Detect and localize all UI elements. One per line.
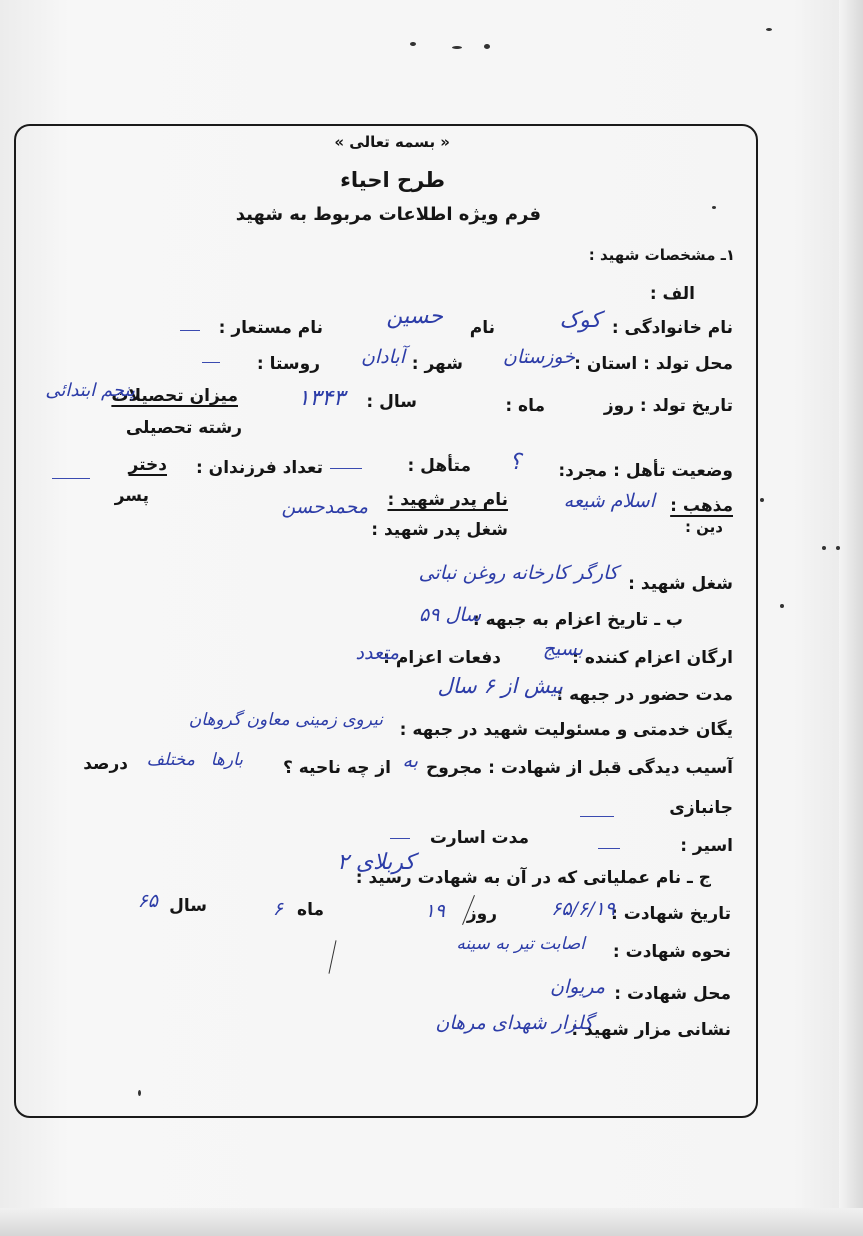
captivity-label: مدت اسارت xyxy=(429,828,529,848)
injured-value: به xyxy=(402,750,418,772)
part-a-label: الف : xyxy=(649,284,695,304)
religion-value: اسلام شیعه xyxy=(563,490,655,512)
married-blank xyxy=(330,468,362,469)
injury-where-label: از چه ناحیه ؟ xyxy=(282,758,391,778)
education-level-value: پنجم ابتدائی xyxy=(45,380,135,401)
city-value: آبادان xyxy=(360,346,405,368)
times-value: متعدد xyxy=(355,642,399,664)
org-label: ارگان اعزام کننده : xyxy=(572,648,733,668)
martyr-job-label: شغل شهید : xyxy=(628,574,733,594)
duration-label: مدت حضور در جبهه : xyxy=(556,685,733,705)
son-label: پسر xyxy=(114,486,149,506)
scan-speck xyxy=(822,546,826,550)
province-value: خوزستان xyxy=(502,346,575,368)
martyr-job-value: کارگر کارخانه روغن نباتی xyxy=(418,562,618,584)
place-value: مریوان xyxy=(550,976,605,998)
children-blank xyxy=(52,478,90,479)
unit-value: نیروی زمینی معاون گروهان xyxy=(188,710,383,730)
times-label: دفعات اعزام : xyxy=(383,648,501,668)
city-label: شهر : xyxy=(411,354,463,374)
martyrdom-day-label: روز xyxy=(466,904,497,924)
martyrdom-year-label: سال xyxy=(169,896,207,916)
married-label: متأهل : xyxy=(407,456,471,476)
page-edge-shadow xyxy=(839,0,863,1236)
injury-percent-label: درصد xyxy=(83,754,128,774)
page-bottom-shadow xyxy=(0,1208,863,1236)
duration-value: بیش از ۶ سال xyxy=(437,674,563,698)
alias-blank xyxy=(180,330,200,331)
manner-value: اصابت تیر به سینه xyxy=(456,934,585,954)
martyrdom-month-value: ۶ xyxy=(272,898,283,920)
form-title: فرم ویژه اطلاعات مربوط به شهید xyxy=(235,204,541,225)
marital-label: وضعیت تأهل : مجرد: xyxy=(558,461,733,481)
veteran-blank xyxy=(580,816,614,817)
unit-label: یگان خدمتی و مسئولیت شهید در جبهه : xyxy=(399,720,733,740)
captivity-blank xyxy=(390,838,410,839)
field-of-study-label: رشته تحصیلی xyxy=(125,418,242,438)
captive-label: اسیر : xyxy=(680,836,733,856)
scan-speck xyxy=(836,546,840,550)
org-value: بسیج xyxy=(542,638,583,660)
scan-speck xyxy=(138,1090,141,1096)
father-name-label: نام پدر شهید : xyxy=(387,490,508,510)
family-name-value: کوک xyxy=(559,308,601,333)
scan-speck xyxy=(484,44,490,49)
dispatch-date-label: ب ـ تاریخ اعزام به جبهه : xyxy=(472,610,683,630)
village-label: روستا : xyxy=(256,354,320,374)
faith-label: دین : xyxy=(684,518,723,536)
father-name-value: محمدحسن xyxy=(281,496,368,518)
scan-speck xyxy=(780,604,784,608)
birth-year-label: سال : xyxy=(366,392,417,412)
scan-speck xyxy=(410,42,416,46)
first-name-value: حسین xyxy=(386,304,443,329)
veteran-label: جانبازی xyxy=(669,798,733,818)
dispatch-date-value: سال ۵۹ xyxy=(419,604,481,626)
children-label: تعداد فرزندان : xyxy=(195,458,323,478)
scan-speck xyxy=(766,28,772,31)
daughter-label: دختر xyxy=(128,455,167,475)
single-mark: ؟ xyxy=(509,450,521,475)
birth-place-label: محل تولد : استان : xyxy=(574,354,733,374)
martyrdom-date-label: تاریخ شهادت : xyxy=(611,904,731,924)
birth-date-label: تاریخ تولد : روز xyxy=(603,396,733,416)
grave-value: گلزار شهدای مرهان xyxy=(435,1012,593,1034)
martyrdom-day-value: ۱۹ xyxy=(424,900,445,922)
captive-blank xyxy=(598,848,620,849)
birth-month-label: ماه : xyxy=(505,396,545,416)
family-name-label: نام خانوادگی : xyxy=(611,318,733,338)
religion-label: مذهب : xyxy=(670,496,733,516)
martyrdom-date-value: ۶۵/۶/۱۹ xyxy=(551,898,615,920)
injury-label: آسیب دیدگی قبل از شهادت : مجروح xyxy=(426,758,733,778)
education-level-label: میزان تحصیلات xyxy=(111,386,238,406)
martyrdom-year-value: ۶۵ xyxy=(137,890,158,912)
grave-label: نشانی مزار شهید : xyxy=(571,1020,731,1040)
father-job-label: شغل پدر شهید : xyxy=(371,520,508,540)
operation-value: کربلای ۲ xyxy=(337,850,415,875)
operation-label: ج ـ نام عملیاتی که در آن به شهادت رسید : xyxy=(355,868,711,888)
section-heading: ۱ـ مشخصات شهید : xyxy=(588,246,735,264)
basmala: « بسمه تعالی » xyxy=(334,133,450,151)
martyrdom-month-label: ماه xyxy=(297,900,324,920)
scan-speck xyxy=(452,46,462,49)
injury-percent-value: مختلف xyxy=(146,750,195,770)
first-name-label: نام xyxy=(469,318,495,338)
scan-speck xyxy=(760,498,764,502)
birth-year-value: ۱۳۴۳ xyxy=(297,386,345,411)
alias-label: نام مستعار : xyxy=(218,318,323,338)
injury-where-value: بارها xyxy=(210,750,243,770)
plan-title: طرح احیاء xyxy=(340,168,445,192)
place-label: محل شهادت : xyxy=(614,984,731,1004)
village-blank xyxy=(202,362,220,363)
manner-label: نحوه شهادت : xyxy=(612,942,731,962)
